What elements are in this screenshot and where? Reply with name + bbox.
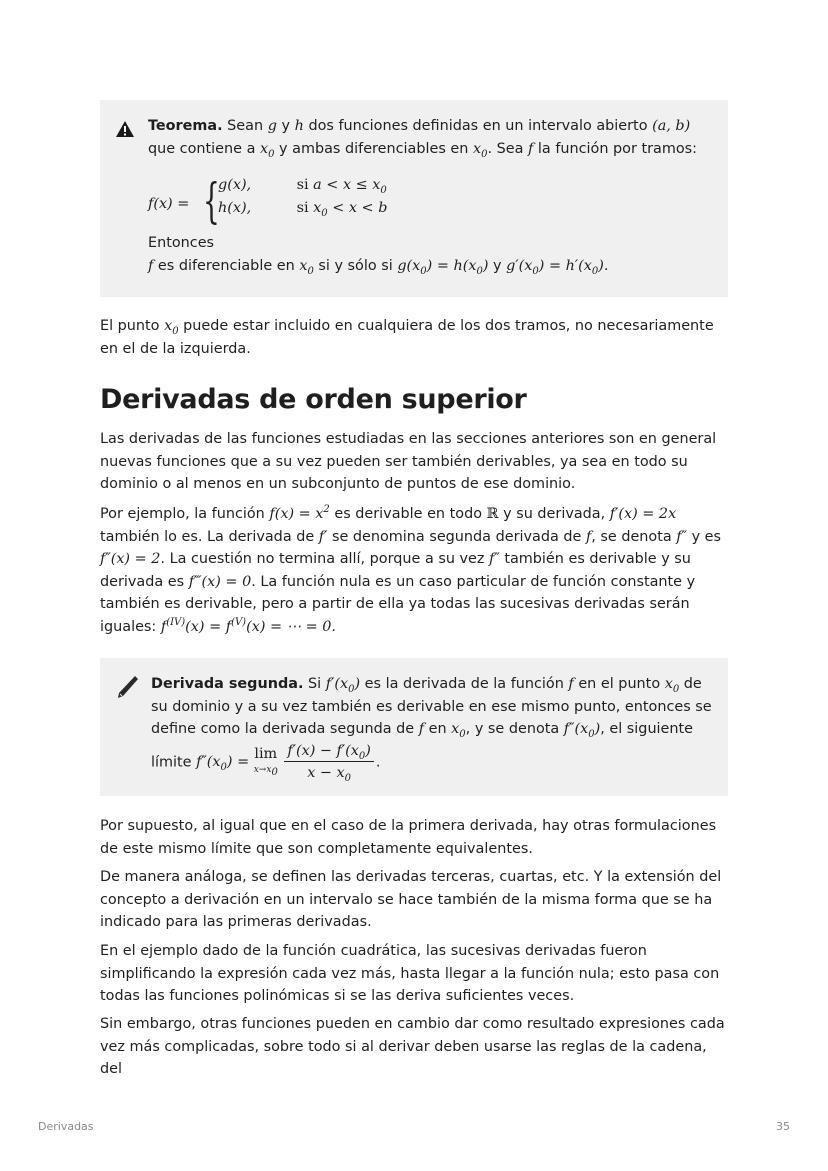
theorem-body — [148, 115, 718, 277]
paragraph-intro: Las derivadas de las funciones estudiadas en las secciones anteriores son en general nuevas funciones que a su vez pueden ser también derivables, ya sea en todo su dominio o al menos en un subconjunto de puntos de ese dominio. — [100, 431, 717, 492]
definition-callout — [100, 658, 728, 796]
theorem-callout — [100, 100, 728, 297]
left-brace: { — [203, 173, 220, 229]
piecewise-case-1: g(x), si $a < x \le x_0$ — [218, 177, 387, 196]
section-heading: Derivadas de orden superior — [100, 384, 527, 415]
piecewise-lhs: f(x) = — [148, 196, 190, 212]
paragraph-equivalent: Por supuesto, al igual que en el caso de la primera derivada, hay otras formulaciones de este mismo límite que son completamente equivalentes. — [100, 818, 717, 857]
theorem-then: Entonces — [148, 235, 215, 251]
paragraph-complex: Sin embargo, otras funciones pueden en cambio dar como resultado expresiones cada vez más complicadas, sobre todo si al derivar deben usarse las reglas de la cadena, del — [100, 1016, 725, 1077]
theorem-label: Teorema. — [148, 118, 223, 134]
footer-title: Derivadas — [38, 1120, 94, 1133]
paragraph-higher: De manera análoga, se definen las derivadas terceras, cuartas, etc. Y la extensión del concepto a derivación en un intervalo se hace también de la misma forma que se ha indicado para las primeras derivadas. — [100, 869, 722, 930]
pencil-icon — [115, 674, 139, 704]
difference-quotient: $\frac{f'(x) - f'(x_0)}{x - x_0}$ — [284, 741, 373, 784]
theorem-statement: Teorema. Sean g y h dos funciones definidas en un intervalo abierto (a, b) que contiene a $x_0$ y ambas diferenciables en $x_0$. Sea f la función por tramos: — [148, 118, 698, 160]
piecewise-case-2: h(x), si $x_0 < x < b$ — [218, 200, 388, 219]
paragraph-quadratic: En el ejemplo dado de la función cuadrática, las sucesivas derivadas fueron simplificando la expresión cada vez más, hasta llegar a la función nula; esto pasa con todas las funciones polinómicas si se las deriva suficientes veces. — [100, 943, 720, 1004]
paragraph-example: Por ejemplo, la función $f(x) = x^2$ es derivable en todo ℝ y su derivada, f′(x) = 2x también lo es. La derivada de f′ se denomina segunda derivada de f, se denota f″ y es f″(x) = 2. La cuestión no termina allí, porque a su vez f″ también es derivable y su derivada es f‴(x) = 0. La función nula es un caso particular de función constante y también es derivable, pero a partir de ella ya todas las sucesivas derivadas serán iguales: $f^{(IV)}(x) = f^{(V)}(x)$ = ⋯ = 0. — [100, 504, 722, 635]
definition-body: Derivada segunda. Si $f'(x_0)$ es la derivada de la función f en el punto $x_0$ de su dominio y a su vez también es derivable en ese mismo punto, entonces se define como la derivada segunda de f en $x_0$, y se denota $f''(x_0)$, el siguiente límite $f''(x_0) = \lim$ $x\to x_0$ $\frac{f'(x) - f'(x_0)}{x - x_0}$ . — [151, 676, 712, 784]
piecewise-definition — [148, 173, 718, 232]
definition-label: Derivada segunda. — [151, 676, 304, 692]
limit-operator: lim $x\to x_0$ — [253, 746, 278, 778]
page-number: 35 — [776, 1120, 790, 1133]
paragraph-point-note: El punto $x_0$ puede estar incluido en cualquiera de los dos tramos, no necesariamente en el de la izquierda. — [100, 318, 714, 357]
warning-icon — [115, 120, 135, 142]
theorem-conclusion: f es diferenciable en $x_0$ si y sólo si $g(x_0) = h(x_0)$ y $g'(x_0) = h'(x_0)$. — [148, 257, 609, 277]
